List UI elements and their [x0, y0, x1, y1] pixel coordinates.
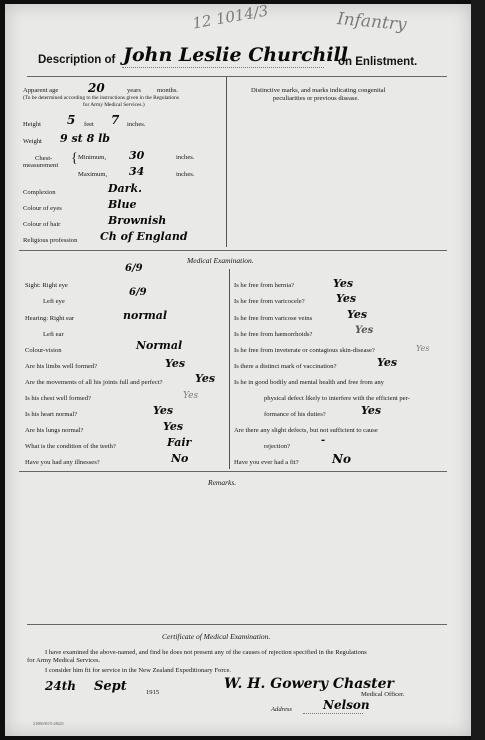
heart-label: Is his heart normal?	[25, 411, 78, 418]
hair-label: Colour of hair	[23, 221, 61, 228]
hair-value: Brownish	[108, 214, 167, 227]
apparent-age-value: 20	[88, 81, 105, 95]
hernia-value: Yes	[333, 277, 354, 290]
vaccination-value: Yes	[377, 356, 398, 369]
chest-formed-value: Yes	[183, 391, 199, 401]
complexion-label: Complexion	[23, 189, 56, 196]
weight-label: Weight	[23, 138, 42, 145]
colour-vision-label: Colour-vision	[25, 347, 62, 354]
certificate-line3: I consider him fit for service in the New Zealand Expeditionary Force.	[45, 667, 232, 674]
recruit-name: John Leslie Churchill	[123, 44, 348, 66]
limbs-label: Are his limbs well formed?	[25, 363, 98, 370]
distinctive-marks-label-2: peculiarities or previous disease.	[273, 95, 360, 102]
address-label: Address	[271, 706, 293, 713]
medical-officer-signature: W. H. Gowery Chaster	[224, 676, 394, 692]
certificate-day: 24th	[45, 679, 76, 693]
chest-min-value: 30	[129, 149, 145, 162]
defects-value: -	[321, 435, 326, 446]
religion-value: Ch of England	[100, 230, 188, 243]
medical-officer-label: Medical Officer.	[361, 691, 405, 698]
sight-right-label: Sight: Right eye	[25, 282, 68, 289]
chest-formed-label: Is his chest well formed?	[25, 395, 91, 402]
height-inches-value: 7	[111, 113, 120, 127]
medical-divider	[229, 269, 230, 469]
inches-label: inches.	[127, 121, 146, 128]
chest-brace: {	[71, 151, 78, 166]
sight-left-value: 6/9	[129, 287, 147, 298]
address-value: Nelson	[323, 698, 370, 712]
measurement-label: measurement	[23, 162, 59, 169]
scan-dark-edge	[471, 0, 485, 740]
address-dotline	[303, 713, 363, 714]
medical-exam-heading: Medical Examination.	[187, 256, 254, 265]
vaccination-label: Is there a distinct mark of vaccination?	[234, 363, 337, 370]
section-rule-medical	[19, 250, 447, 251]
title-rule	[27, 76, 447, 77]
top-divider	[226, 77, 227, 247]
limbs-value: Yes	[165, 357, 186, 370]
hearing-right-value: normal	[123, 309, 168, 322]
hernia-label: Is he free from hernia?	[234, 282, 295, 289]
certificate-month: Sept	[94, 679, 127, 694]
form-print-code: 21000/8/15-28421	[33, 721, 64, 726]
eyes-label: Colour of eyes	[23, 205, 62, 212]
defects-label-1: Are there any slight defects, but not sufficient to cause	[234, 427, 378, 434]
skin-disease-value: Yes	[416, 344, 430, 353]
pencil-annotation-top: 12 1014/3	[191, 1, 270, 33]
section-rule-certificate	[27, 624, 447, 625]
height-feet-value: 5	[67, 113, 76, 127]
health-label-1: Is he in good bodily and mental health and free from any	[234, 379, 384, 386]
apparent-age-label: Apparent age	[23, 87, 59, 94]
fits-label: Have you ever had a fit?	[234, 459, 299, 466]
colour-vision-value: Normal	[136, 339, 183, 352]
months-label: months.	[157, 87, 179, 94]
heart-value: Yes	[153, 404, 174, 417]
teeth-value: Fair	[167, 436, 192, 449]
skin-disease-label: Is he free from inveterate or contagious skin-disease?	[234, 347, 375, 354]
lungs-value: Yes	[163, 420, 184, 433]
chest-label: Chest-	[35, 155, 53, 162]
sight-right-value: 6/9	[125, 263, 143, 274]
varicose-value: Yes	[347, 308, 368, 321]
varicocele-label: Is he free from varicocele?	[234, 298, 305, 305]
health-label-2: physical defect likely to interfere with the efficient per-	[264, 395, 410, 402]
chest-max-label: Maximum,	[78, 171, 108, 178]
remarks-heading: Remarks.	[208, 478, 237, 487]
feet-label: feet	[84, 121, 94, 128]
lungs-label: Are his lungs normal?	[25, 427, 84, 434]
health-value: Yes	[361, 404, 382, 417]
certificate-line2: for Army Medical Services.	[27, 657, 101, 664]
joints-value: Yes	[195, 372, 216, 385]
height-label: Height	[23, 121, 41, 128]
certificate-heading: Certificate of Medical Examination.	[162, 632, 271, 641]
health-label-3: formance of his duties?	[264, 411, 326, 418]
certificate-year: 1915	[146, 689, 160, 696]
age-note-line2: for Army Medical Services.)	[83, 101, 145, 108]
haemorrhoids-value: Yes	[355, 325, 374, 336]
age-note	[23, 95, 179, 108]
title-left: Description of	[38, 54, 116, 66]
varicose-label: Is he free from varicose veins	[234, 315, 313, 322]
defects-label-2: rejection?	[264, 443, 290, 450]
teeth-label: What is the condition of the teeth?	[25, 443, 116, 450]
chest-max-unit: inches.	[176, 171, 195, 178]
illnesses-value: No	[171, 452, 189, 465]
name-dotline	[122, 67, 324, 68]
hearing-left-label: Left ear	[43, 331, 64, 338]
joints-label: Are the movements of all his joints full and perfect?	[25, 379, 163, 386]
certificate-line1: I have examined the above-named, and find he does not present any of the causes of rejection specified in the Regulations	[45, 649, 367, 656]
varicocele-value: Yes	[336, 292, 357, 305]
title-right: on Enlistment.	[338, 56, 418, 68]
age-note-line1: (To be determined according to the instructions given in the Regulations	[23, 95, 179, 101]
years-label: years	[127, 87, 141, 94]
eyes-value: Blue	[108, 198, 137, 211]
fits-value: No	[332, 452, 351, 466]
haemorrhoids-label: Is he free from hæmorrhoids?	[234, 331, 313, 338]
complexion-value: Dark.	[108, 182, 142, 195]
sight-left-label: Left eye	[43, 298, 65, 305]
religion-label: Religious profession	[23, 237, 78, 244]
attestation-document	[5, 1, 471, 736]
illnesses-label: Have you had any illnesses?	[25, 459, 100, 466]
pencil-annotation-corps: Infantry	[336, 9, 408, 35]
chest-max-value: 34	[129, 165, 145, 178]
chest-min-label: Minimum,	[78, 154, 107, 161]
hearing-right-label: Hearing: Right ear	[25, 315, 75, 322]
chest-min-unit: inches.	[176, 154, 195, 161]
section-rule-remarks	[19, 471, 447, 472]
distinctive-marks-label-1: Distinctive marks, and marks indicating congenital	[251, 87, 386, 94]
weight-value: 9 st 8 lb	[60, 132, 110, 145]
